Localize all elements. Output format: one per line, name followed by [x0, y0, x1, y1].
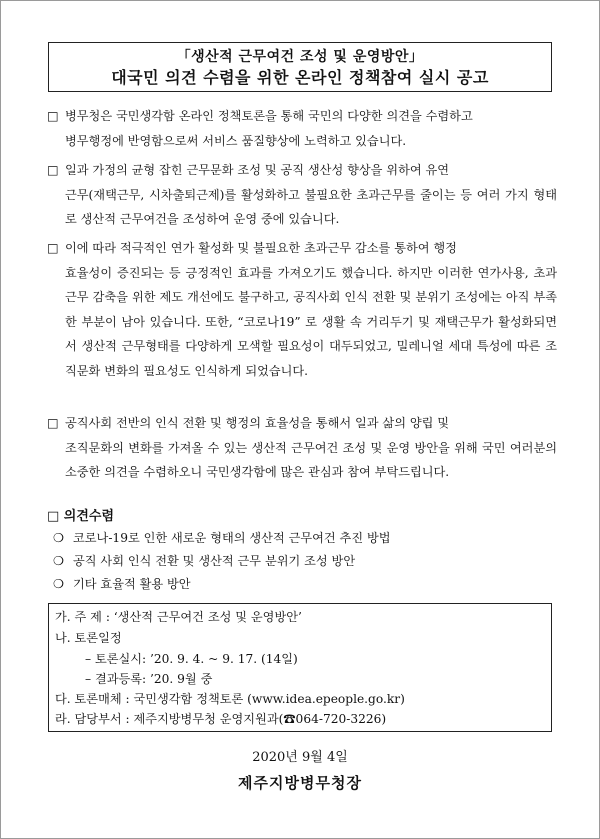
opinion-item-3: 기타 효율적 활용 방안	[73, 577, 191, 591]
page-title: 대국민 의견 수렴을 위한 온라인 정책참여 실시 공고	[111, 68, 489, 87]
bullet-square-icon: □	[47, 241, 59, 255]
paragraph-1	[47, 104, 557, 153]
opinion-title: □ 의견수렴	[47, 509, 115, 524]
info-box	[48, 603, 552, 732]
paragraph-2-rest: 근무(재택근무, 시차출퇴근제)를 활성화하고 불필요한 초과근무를 줄이는 등 여러 가지 형태로 생산적 근무여건을 조성하여 운영 중에 있습니다.	[65, 187, 557, 226]
info-department: 라. 담당부서 : 제주지방병무청 운영지원과(☎064-720-3226)	[55, 712, 387, 726]
opinion-list	[53, 527, 553, 596]
paragraph-3-first: 이에 따라 적극적인 연가 활성화 및 불필요한 초과근무 감소를 통하여 행정	[65, 241, 457, 255]
circle-bullet-icon: ❍	[53, 577, 64, 591]
bullet-square-icon: □	[47, 416, 59, 430]
opinion-item-1: 코로나-19로 인한 새로운 형태의 생산적 근무여건 추진 방법	[73, 531, 391, 545]
list-item	[53, 573, 553, 596]
info-schedule-label: 나. 토론일정	[55, 631, 122, 645]
info-subject: 가. 주 제 : ‘생산적 근무여건 조성 및 운영방안’	[55, 610, 302, 624]
paragraph-4-first: 공직사회 전반의 인식 전환 및 행정의 효율성을 통해서 일과 삶의 양립 및	[65, 416, 450, 430]
opinion-item-2: 공직 사회 인식 전환 및 생산적 근무 분위기 조성 방안	[73, 554, 356, 568]
paragraph-4	[47, 411, 557, 485]
notice-date: 2020년 9월 4일	[252, 750, 348, 765]
info-result-date: – 결과등록: ’20. 9월 중	[85, 672, 213, 686]
info-discussion-period: – 토론실시: ’20. 9. 4. ~ 9. 17. (14일)	[85, 652, 298, 666]
paragraph-2-first: 일과 가정의 균형 잡힌 근무문화 조성 및 공직 생산성 향상을 위하여 유연	[65, 163, 450, 177]
paragraph-4-rest: 조직문화의 변화를 가져올 수 있는 생산적 근무여건 조성 및 운영 방안을 위해 국민 여러분의 소중한 의견을 수렴하오니 국민생각함에 많은 관심과 참여 부탁드립니다.	[65, 440, 557, 479]
paragraph-1-rest: 병무행정에 반영함으로써 서비스 품질향상에 노력하고 있습니다.	[65, 133, 407, 148]
title-subtitle: 「생산적 근무여건 조성 및 운영방안」	[176, 49, 424, 65]
issuer-name: 제주지방병무청장	[238, 774, 362, 792]
list-item	[53, 550, 553, 573]
title-box	[48, 42, 552, 92]
circle-bullet-icon: ❍	[53, 554, 64, 568]
paragraph-1-first: 병무청은 국민생각함 온라인 정책토론을 통해 국민의 다양한 의견을 수렴하고	[65, 109, 473, 123]
info-medium: 다. 토론매체 : 국민생각함 정책토론 (www.idea.epeople.go.kr)	[55, 692, 405, 706]
list-item	[53, 527, 553, 550]
circle-bullet-icon: ❍	[53, 531, 64, 545]
bullet-square-icon: □	[47, 163, 59, 177]
paragraph-3-rest: 효율성이 증진되는 등 긍정적인 효과를 가져오기도 했습니다. 하지만 이러한 연가사용, 초과근무 감축을 위한 제도 개선에도 불구하고, 공직사회 인식 전환 및 분위기 조성에는 아직 부족한 부분이 남아 있습니다. 또한, “코로나19” 로 생활 속 거리두기 및 재택근무가 활성화되면서 생산적 근무형태를 다양하게 모색할 필요성이 대두되었고, 밀레니얼 세대 특성에 따른 조직문화 변화의 필요성도 인식하게 되었습니다.	[65, 265, 557, 378]
bullet-square-icon: □	[47, 109, 59, 123]
paragraph-3	[47, 236, 557, 383]
paragraph-2	[47, 158, 557, 232]
